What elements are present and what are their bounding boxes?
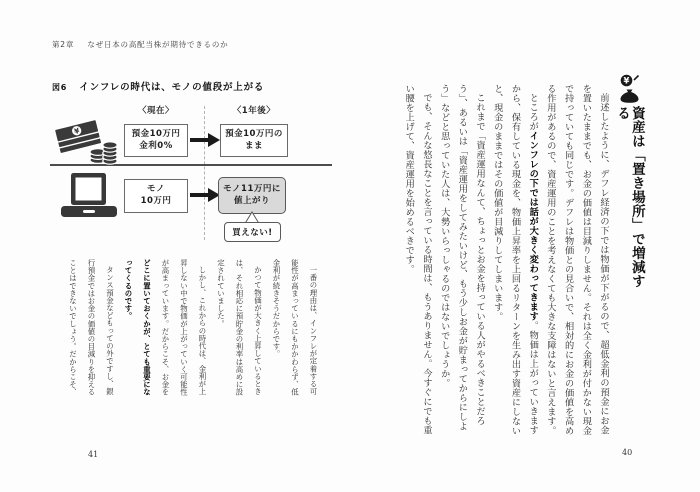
box-line: モノ11万円に bbox=[223, 183, 281, 194]
text-run: 。物価は上がっていきますから、保有している現金を、物価上昇率を上回るリターンを生み出す資産にしないと、現金のままではその価値が目減りしてしまいます。 bbox=[491, 84, 539, 436]
bubble-text: 買えない! bbox=[232, 228, 273, 238]
figure-later-label: 〈1年後〉 bbox=[232, 106, 276, 116]
figure-box-deposit-later bbox=[220, 124, 288, 157]
text-run: でも、そんな悠長なことを言っている時間は、もうありません。今すぐにでも重い腰を上げて、資産運用を始めるべきです。 bbox=[403, 84, 432, 436]
figure-box-goods-now bbox=[124, 179, 188, 213]
paragraph bbox=[400, 84, 435, 437]
box-line: まま bbox=[244, 140, 263, 151]
figure-box-goods-later bbox=[218, 177, 286, 214]
figure-title: インフレの時代は、モノの値段が上がる bbox=[79, 82, 265, 93]
text-run: 前述したように、デフレ経済の下では物価が下がるので、超低金利の預金にお金を置いたままでも、お金の価値は目減りしません。それは全く金利が付かない現金で持っていても同じです。デフレは物価との見合いで、相対的にお金の価値を高める作用があるので、資産運用のことを考えなくても大きな支障はないと言えます。 bbox=[544, 84, 609, 436]
box-line: 10万円 bbox=[140, 196, 172, 206]
figure-caption bbox=[52, 79, 264, 93]
box-line: 値上がり bbox=[233, 195, 270, 206]
emphasis-text: インフレの下では話が大きく変わってきます bbox=[527, 131, 539, 322]
paragraph bbox=[541, 84, 612, 437]
page-number-left: 41 bbox=[88, 450, 99, 459]
chapter-title: なぜ日本の高配当株が期待できるのか bbox=[87, 40, 229, 49]
paragraph bbox=[435, 84, 488, 437]
arrow-right-icon bbox=[190, 188, 220, 202]
text-run: かつて物価が大きく上昇しているときは、それ相応に預貯金の利率は高めに設定されていました。 bbox=[216, 259, 263, 396]
text-run: しかし、これからの時代は、金利が上昇しない中で物価が上がっていく可能性が高まっています。だからこそ、お金を bbox=[161, 259, 207, 396]
money-bag-icon bbox=[617, 74, 641, 103]
figure-canvas bbox=[48, 100, 333, 248]
paragraph bbox=[267, 259, 323, 397]
now-later-dashed-divider bbox=[204, 106, 205, 240]
paragraph bbox=[211, 259, 267, 397]
svg-text:¥: ¥ bbox=[73, 126, 81, 137]
svg-text:¥: ¥ bbox=[623, 76, 630, 87]
box-line: モノ bbox=[147, 184, 165, 195]
left-body-text bbox=[58, 259, 322, 397]
figure-label: 図6 bbox=[52, 83, 68, 92]
section-title: 資産は「置き場所」で増減する bbox=[614, 106, 645, 288]
right-body-text bbox=[384, 84, 612, 437]
figure-now-label: 〈現在〉 bbox=[137, 106, 174, 116]
text-run: これまで「資産運用なんて、ちょっとお金を持っている人がやるべきことだろう」、あるいは「資産運用をしてみたいけど、もう少しお金が貯まってからにしよう」などと思っていた人は、大勢いらっしゃるのではないでしょうか。 bbox=[438, 84, 486, 431]
paragraph bbox=[119, 259, 212, 397]
section-title-block bbox=[613, 74, 645, 296]
box-line: 預金10万円 bbox=[131, 128, 181, 139]
figure-box-deposit-now bbox=[124, 124, 188, 157]
text-run: ところが bbox=[527, 93, 539, 132]
money-bills-and-coins-icon bbox=[54, 108, 118, 166]
paragraph bbox=[63, 259, 119, 397]
box-line: 金利0% bbox=[139, 140, 173, 151]
paragraph bbox=[488, 84, 541, 437]
arrow-right-icon bbox=[190, 133, 220, 147]
text-run: 一番の理由は、インフレが定着する可能性が高まっているにもかかわらず、低金利が続きそうだからです。 bbox=[272, 259, 318, 396]
laptop-icon bbox=[61, 173, 117, 220]
chapter-header bbox=[52, 39, 228, 50]
emphasis-text: どこに置いておくかが、とても重要になってくるのです。 bbox=[124, 259, 152, 396]
chapter-number: 第2章 bbox=[52, 40, 75, 49]
page-number-right: 40 bbox=[622, 448, 633, 457]
text-run: タンス預金などもっての外ですし、銀行預金ではお金の価値の目減りを抑えることはできないでしょう。だからこそ、 bbox=[68, 259, 115, 396]
page-right bbox=[350, 0, 700, 492]
box-line: 預金10万円の bbox=[225, 128, 283, 139]
cant-buy-bubble bbox=[224, 222, 281, 242]
